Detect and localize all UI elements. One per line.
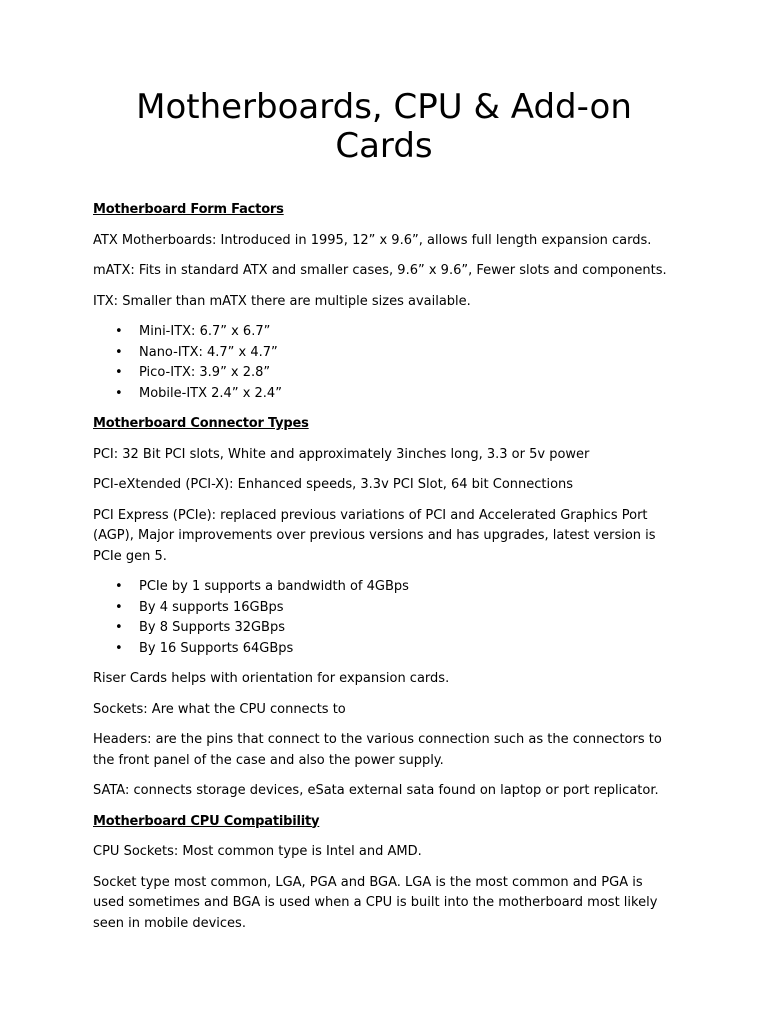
bullet-icon: • — [115, 599, 123, 615]
list-item — [93, 639, 675, 660]
list-item — [93, 363, 675, 384]
section-heading-form-factors: Motherboard Form Factors — [93, 202, 284, 217]
paragraph-matx: mATX: Fits in standard ATX and smaller cases, 9.6” x 9.6”, Fewer slots and components. — [93, 263, 667, 278]
bullet-icon: • — [115, 344, 123, 360]
list-item-text: By 16 Supports 64GBps — [139, 640, 294, 656]
paragraph-pci: PCI: 32 Bit PCI slots, White and approximately 3inches long, 3.3 or 5v power — [93, 446, 590, 462]
bullet-icon: • — [115, 385, 123, 401]
list-item-text: Mini-ITX: 6.7” x 6.7” — [139, 324, 271, 339]
list-item — [93, 384, 675, 405]
section-heading-connector-types: Motherboard Connector Types — [93, 416, 309, 431]
paragraph-socket-types: Socket type most common, LGA, PGA and BGA. LGA is the most common and PGA is used sometimes and BGA is used when a CPU is built into the motherboard most likely seen in mobile devices. — [93, 874, 658, 931]
paragraph-itx: ITX: Smaller than mATX there are multiple sizes available. — [93, 293, 471, 309]
list-item-text: Mobile-ITX 2.4” x 2.4” — [139, 385, 282, 401]
bullet-icon: • — [115, 579, 123, 594]
pcie-bandwidth-list — [93, 577, 675, 659]
paragraph-sata: SATA: connects storage devices, eSata external sata found on laptop or port replicator. — [93, 783, 659, 798]
paragraph-riser-cards: Riser Cards helps with orientation for expansion cards. — [93, 671, 450, 686]
list-item-text: By 8 Supports 32GBps — [139, 620, 286, 635]
paragraph-sockets: Sockets: Are what the CPU connects to — [93, 701, 346, 717]
paragraph-headers: Headers: are the pins that connect to the various connection such as the connectors to the front panel of the case and also the power supply. — [93, 732, 662, 768]
section-heading-cpu-compatibility: Motherboard CPU Compatibility — [93, 813, 320, 829]
list-item — [93, 322, 675, 343]
list-item-text: PCIe by 1 supports a bandwidth of 4GBps — [139, 579, 409, 594]
bullet-icon: • — [115, 365, 123, 380]
bullet-icon: • — [115, 640, 123, 656]
paragraph-cpu-sockets: CPU Sockets: Most common type is Intel and AMD. — [93, 844, 422, 859]
list-item-text: Nano-ITX: 4.7” x 4.7” — [139, 344, 278, 360]
list-item — [93, 343, 675, 364]
list-item-text: Pico-ITX: 3.9” x 2.8” — [139, 365, 271, 380]
list-item — [93, 577, 675, 598]
bullet-icon: • — [115, 324, 123, 339]
paragraph-atx: ATX Motherboards: Introduced in 1995, 12” x 9.6”, allows full length expansion cards. — [93, 232, 652, 248]
form-factor-list — [93, 322, 675, 404]
paragraph-pcie: PCI Express (PCIe): replaced previous variations of PCI and Accelerated Graphics Port (AGP), Major improvements over previous versions and has upgrades, latest version is PCIe gen 5. — [93, 507, 656, 564]
list-item — [93, 618, 675, 639]
list-item — [93, 598, 675, 619]
bullet-icon: • — [115, 620, 123, 635]
document-body — [93, 200, 675, 944]
document-title: Motherboards, CPU & Add-on Cards — [136, 87, 632, 166]
paragraph-pci-x: PCI-eXtended (PCI-X): Enhanced speeds, 3.3v PCI Slot, 64 bit Connections — [93, 477, 574, 492]
list-item-text: By 4 supports 16GBps — [139, 599, 284, 615]
